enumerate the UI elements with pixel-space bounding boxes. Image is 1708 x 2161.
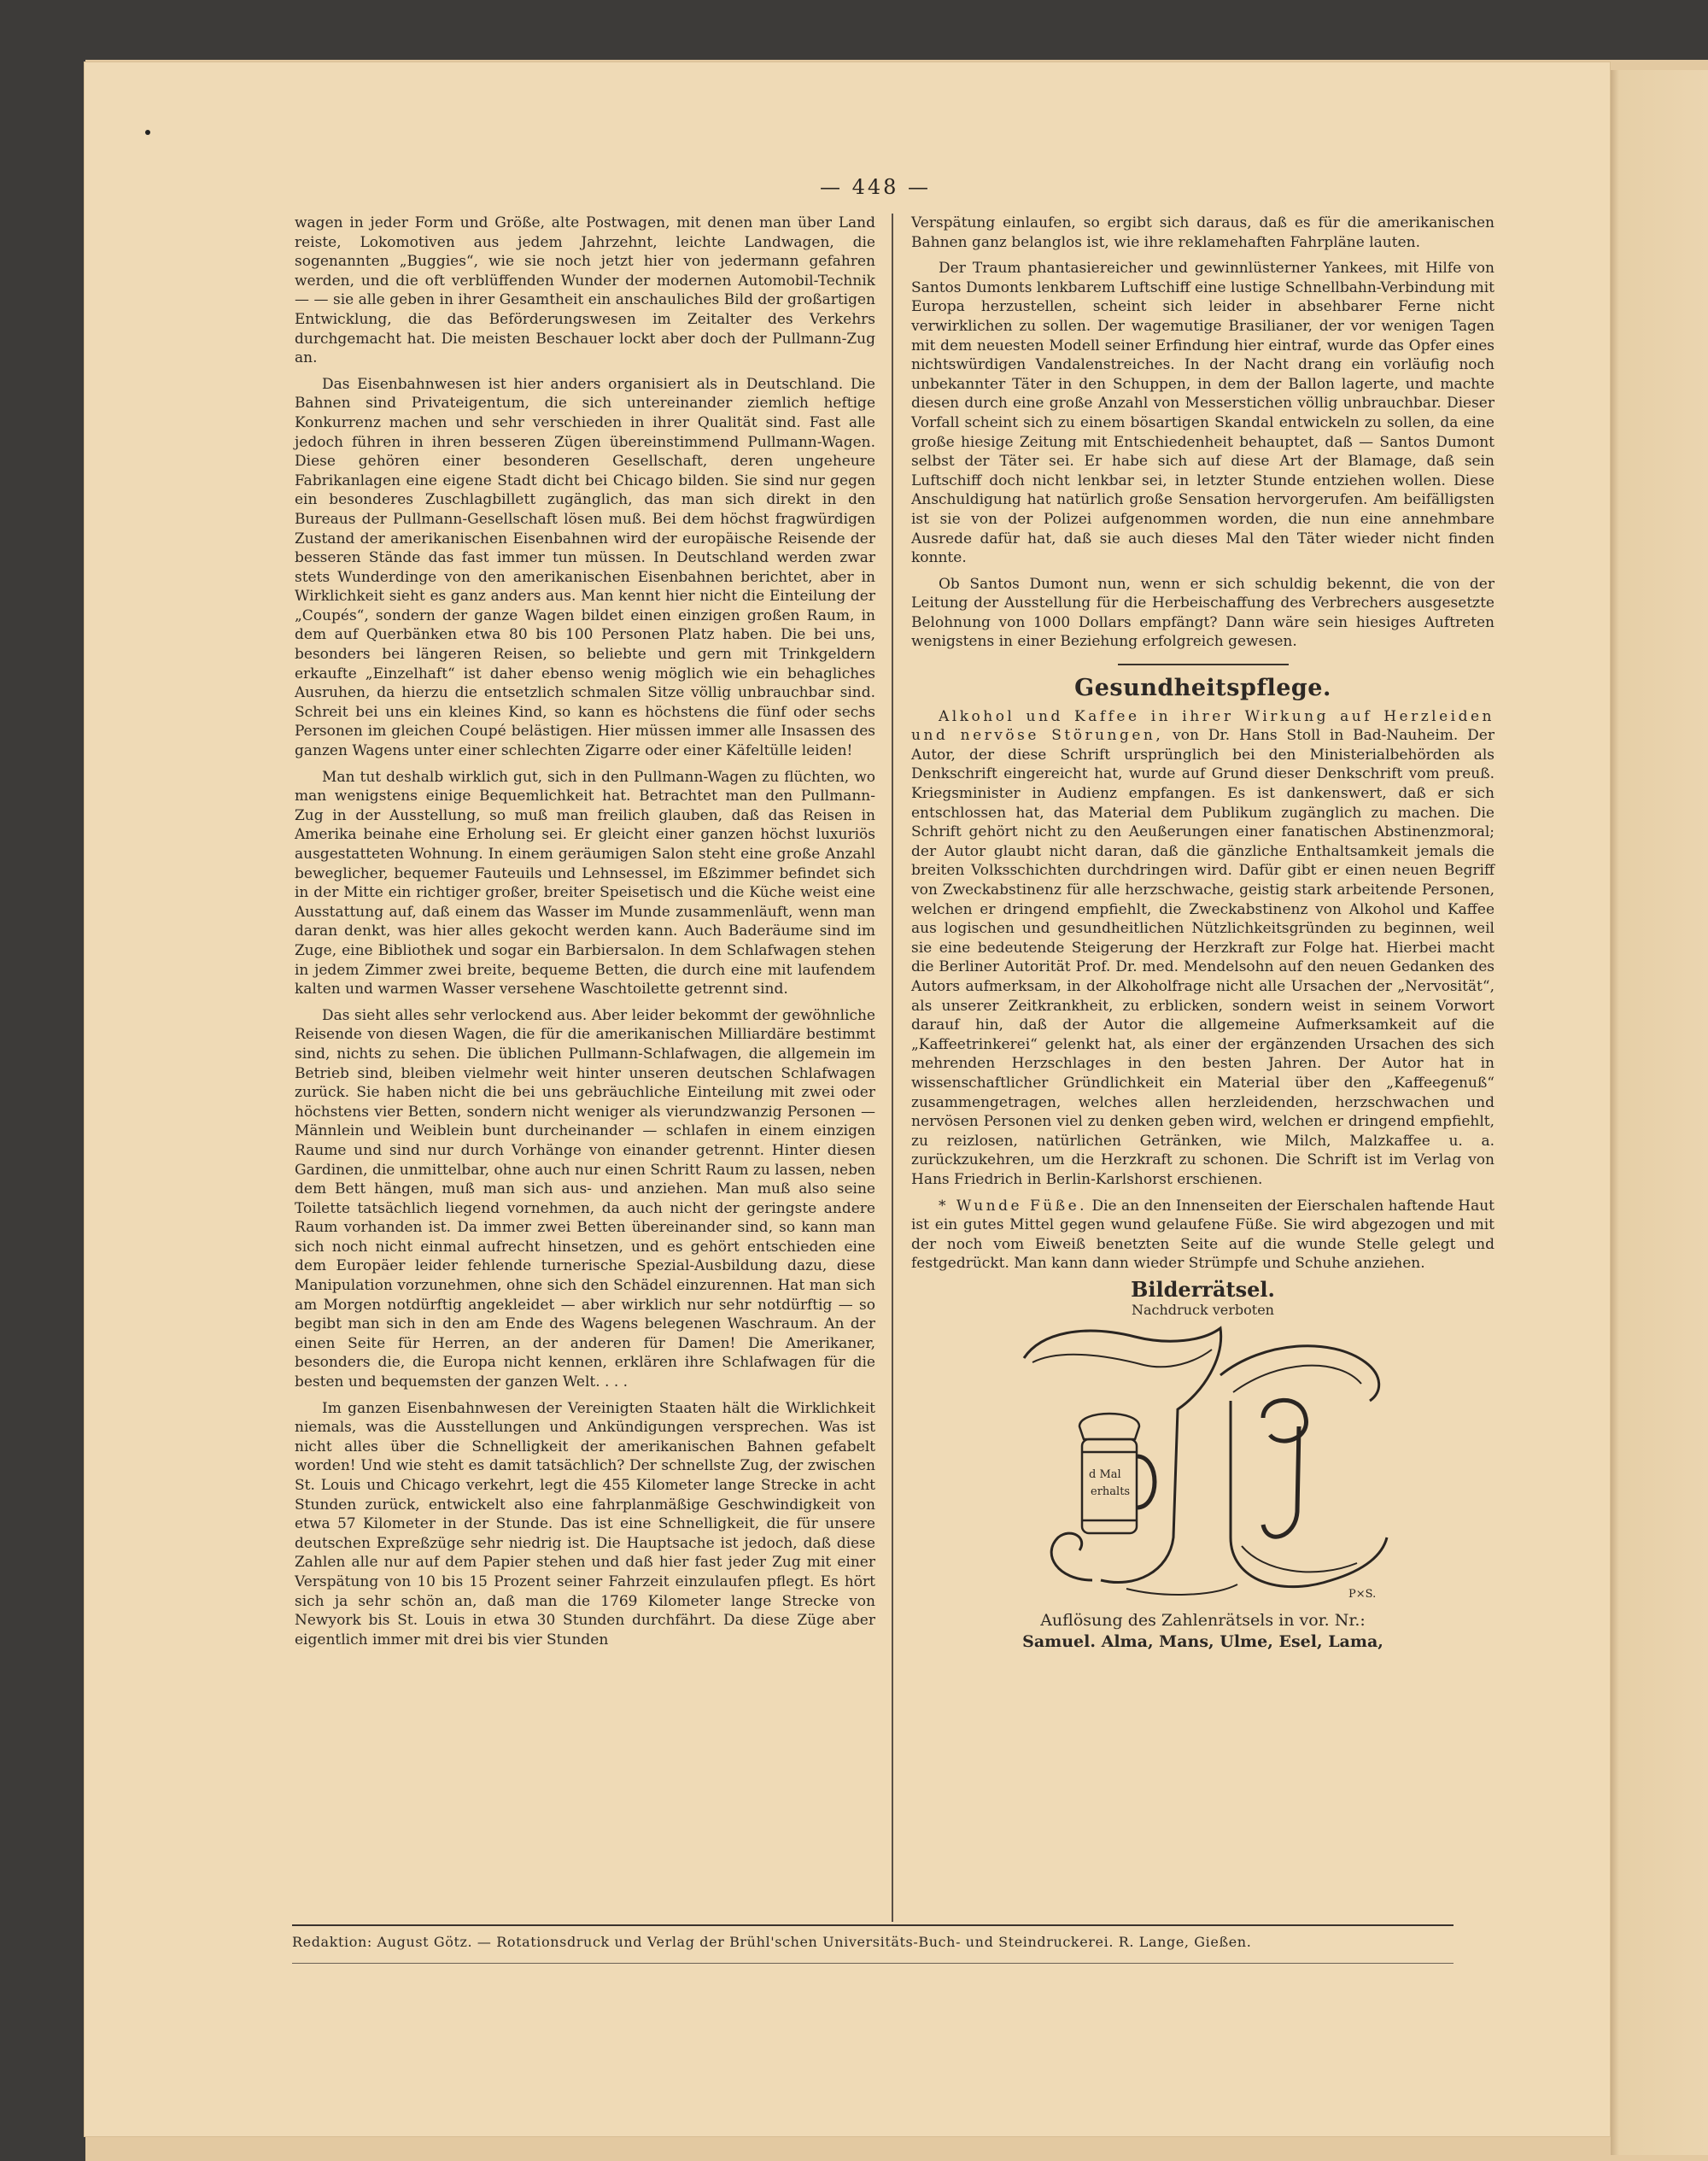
- feet-lead: * Wunde Füße.: [939, 1197, 1088, 1215]
- feet-paragraph: [911, 1197, 1494, 1274]
- feet-text: Die an den Innenseiten der Eierschalen haftende Haut ist ein gutes Mittel gegen wund gelaufene Füße. Sie wird abgezogen und mit der noch vom Eiweiß benetzten Seite auf die wunde Stelle gelegt und festgedrückt. Man kann dann wieder Strümpfe und Schuhe anziehen.: [911, 1197, 1495, 1273]
- right-column: [911, 214, 1494, 1651]
- paragraph: wagen in jeder Form und Größe, alte Postwagen, mit denen man über Land reiste, Lokomotiven aus jedem Jahrzehnt, leichte Landwagen, die sogenannten „Buggies“, wie sie noch jetzt hier von jedermann gefahren werden, und die oft verblüffenden Wunder der modernen Automobil-Technik — — sie alle geben in ihrer Gesamtheit ein anschauliches Bild der großartigen Entwicklung, die das Beförderungswesen im Zeitalter des Verkehrs durchgemacht hat. Die meisten Beschauer lockt aber doch der Pullmann-Zug an.: [295, 214, 875, 367]
- paragraph: Im ganzen Eisenbahnwesen der Vereinigten Staaten hält die Wirklichkeit niemals, was die Ausstellungen und Ankündigungen versprechen. Was ist nicht alles über die Schnelligkeit der amerikanischen Bahnen gefabelt worden! Und wie steht es damit tatsächlich? Der schnellste Zug, der zwischen St. Louis und Chicago verkehrt, legt die 455 Kilometer lange Strecke in acht Stunden zurück, entwickelt also eine fahrplanmäßige Geschwindigkeit von etwa 57 Kilometer in der Stunde. Das ist eine Schnelligkeit, die für unsere deutschen Expreßzüge sehr niedrig ist. Die Hauptsache ist jedoch, daß diese Zahlen alle nur auf dem Papier stehen und daß hier fast jeder Zug mit einer Verspätung von 10 bis 15 Prozent seiner Fahrzeit einzulaufen pflegt. Es hört sich ja sehr schön an, daß man die 1769 Kilometer lange Strecke von Newyork bis St. Louis in etwa 30 Stunden durchfährt. Da diese Züge aber eigentlich immer mit drei bis vier Stunden: [295, 1399, 875, 1649]
- ink-dot: [145, 130, 150, 135]
- column-divider: [892, 214, 893, 1922]
- puzzle-copyright-note: Nachdruck verboten: [1132, 1302, 1274, 1319]
- artist-signature: P×S.: [1348, 1588, 1376, 1602]
- solution-text: Samuel. Alma, Mans, Ulme, Esel, Lama,: [1022, 1631, 1383, 1651]
- footer-underline: [292, 1963, 1454, 1964]
- paragraph: Das Eisenbahnwesen ist hier anders organisiert als in Deutschland. Die Bahnen sind Privateigentum, die sich untereinander ziemlich heftige Konkurrenz machen und sehr verschieden in ihrer Qualität sind. Fast alle jedoch führen in ihren besseren Zügen übereinstimmend Pullmann-Wagen. Diese gehören einer besonderen Gesellschaft, deren ungeheure Fabrikanlagen eine eigene Stadt dicht bei Chicago bilden. Sie sind nur gegen ein besonderes Zuschlagbillett zugänglich, das man sich direkt in den Bureaus der Pullmann-Gesellschaft lösen muß. Bei dem höchst fragwürdigen Zustand der amerikanischen Eisenbahnen wird der europäische Reisende der besseren Stände das fast immer tun müssen. In Deutschland werden zwar stets Wunderdinge von den amerikanischen Eisenbahnen berichtet, aber in Wirklichkeit sieht es ganz anders aus. Man kennt hier nicht die Einteilung der „Coupés“, sondern der ganze Wagen bildet einen einzigen großen Raum, in dem auf Querbänken etwa 80 bis 100 Personen Platz haben. Die bei uns, besonders bei längeren Reisen, so beliebte und gern mit Trinkgeldern erkaufte „Einzelhaft“ ist daher ebenso wenig möglich wie ein behagliches Ausruhen, da hierzu die entsetzlich schmalen Sitze völlig unbrauchbar sind. Schreit bei uns ein kleines Kind, so kann es höchstens die fünf oder sechs Personen im gleichen Coupé belästigen. Hier müssen immer alle Insassen des ganzen Wagens unter einer schlechten Zigarre oder einer Käfeltülle leiden!: [295, 375, 875, 760]
- section-heading: Gesundheitspflege.: [1074, 675, 1331, 702]
- paragraph: Der Traum phantasiereicher und gewinnlüsterner Yankees, mit Hilfe von Santos Dumonts lenkbarem Luftschiff eine lustige Schnellbahn-Verbindung mit Europa herzustellen, scheint sich leider in absehbarer Ferne nicht verwirklichen zu sollen. Der wagemutige Brasilianer, der vor wenigen Tagen mit dem neuesten Modell seiner Erfindung hier eintraf, wurde das Opfer eines nichtswürdigen Vandalenstreiches. In der Nacht drang ein vorläufig noch unbekannter Täter in den Schuppen, in dem der Ballon lagerte, und machte diesen durch eine große Anzahl von Messerstichen völlig unbrauchbar. Dieser Vorfall scheint sich zu einem bösartigen Skandal entwickeln zu sollen, da eine große hiesige Zeitung mit Entschiedenheit behauptet, daß — Santos Dumont selbst der Täter sei. Er habe sich auf diese Art der Blamage, daß sein Luftschiff doch nicht lenkbar sei, in letzter Stunde entziehen wollen. Diese Anschuldigung hat natürlich große Sensation hervorgerufen. Am beifälligsten ist sie von der Polizei aufgenommen worden, die nun eine annehmbare Ausrede dafür hat, daß sie auch dieses Mal den Täter wieder nicht finden konnte.: [911, 260, 1494, 567]
- mug-text-line2: erhalts: [1090, 1485, 1130, 1499]
- health-lead: Alkohol und Kaffee in ihrer Wirkung auf Herzleiden und nervöse Störungen,: [911, 707, 1494, 745]
- picture-puzzle-illustration: [1007, 1324, 1400, 1606]
- health-paragraph: [911, 707, 1494, 1190]
- paragraph: Man tut deshalb wirklich gut, sich in den Pullmann-Wagen zu flüchten, wo man wenigstens einige Bequemlichkeit hat. Betrachtet man den Pullmann-Zug in der Ausstellung, so muß man freilich glauben, daß das Reisen in Amerika beinahe eine Erholung sei. Er gleicht einer ganzen höchst luxuriös ausgestatteten Wohnung. In einem geräumigen Salon steht eine große Anzahl beweglicher, bequemer Fauteuils und Lehnsessel, im Eßzimmer befindet sich in der Mitte ein richtiger großer, breiter Speisetisch und die Küche weist eine Ausstattung auf, daß einem das Wasser im Munde zusammenläuft, wenn man daran denkt, was hier alles gekocht werden kann. Auch Baderäume sind im Zuge, eine Bibliothek und sogar ein Barbiersalon. In dem Schlafwagen stehen in jedem Zimmer zwei breite, bequeme Betten, die durch eine mit laufendem kalten und warmen Wasser versehene Waschtoilette getrennt sind.: [295, 768, 875, 999]
- section-separator: [1118, 664, 1289, 665]
- footer-rule: [292, 1924, 1454, 1926]
- page-number: — 448 —: [819, 175, 932, 199]
- paragraph: Verspätung einlaufen, so ergibt sich daraus, daß es für die amerikanischen Bahnen ganz belanglos ist, wie ihre reklamehaften Fahrpläne lauten.: [911, 214, 1494, 251]
- next-page-edge: [1611, 70, 1708, 2155]
- paragraph: Ob Santos Dumont nun, wenn er sich schuldig bekennt, die von der Leitung der Ausstellung für die Herbeischaffung des Verbrechers ausgesetzte Belohnung von 1000 Dollars empfängt? Dann wäre sein hiesiges Auftreten wenigstens in einer Beziehung erfolgreich gewesen.: [911, 575, 1494, 651]
- imprint-line: Redaktion: August Götz. — Rotationsdruck und Verlag der Brühl'schen Universitäts-Buch- und Steindruckerei. R. Lange, Gießen.: [292, 1934, 1252, 1950]
- puzzle-heading: Bilderrätsel.: [1131, 1276, 1275, 1302]
- paragraph: Das sieht alles sehr verlockend aus. Aber leider bekommt der gewöhnliche Reisende von diesen Wagen, die für die amerikanischen Milliardäre bestimmt sind, nichts zu sehen. Die üblichen Pullmann-Schlafwagen, die allgemein im Betrieb sind, bleiben vielmehr weit hinter unseren deutschen Schlafwagen zurück. Sie haben nicht die bei uns gebräuchliche Einteilung mit zwei oder höchstens vier Betten, sondern nicht weniger als vierundzwanzig Personen — Männlein und Weiblein bunt durcheinander — schlafen in einem einzigen Raume und sind nur durch Vorhänge von einander getrennt. Hinter diesen Gardinen, die unmittelbar, ohne auch nur einen Schritt Raum zu lassen, neben dem Bett hängen, muß man sich aus- und anziehen. Man muß also seine Toilette tatsächlich liegend vornehmen, da auch nicht der geringste andere Raum vorhanden ist. Da immer zwei Betten übereinander sind, so kann man sich noch nicht einmal aufrecht hinsetzen, und es gehört entschieden eine dem Europäer leider fehlende turnerische Spezial-Ausbildung dazu, diese Manipulation vorzunehmen, ohne sich den Schädel einzurennen. Hat man sich am Morgen notdürftig angekleidet — aber wirklich nur sehr notdürftig — so begibt man sich in den am Ende des Wagens belegenen Waschraum. An der einen Seite für Herren, an der anderen für Damen! Die Amerikaner, besonders die, die Europa nicht kennen, erklären ihre Schlafwagen für die besten und bequemsten der ganzen Welt. . . .: [295, 1006, 875, 1391]
- health-text: von Dr. Hans Stoll in Bad-Nauheim. Der Autor, der diese Schrift ursprünglich bei den Ministerialbehörden als Denkschrift eingereicht hat, wurde auf Grund dieser Denkschrift vom preuß. Kriegsminister in Audienz empfangen. Es ist dankenswert, daß er sich entschlossen hat, das Material dem Publikum zugänglich zu machen. Die Schrift gehört nicht zu den Aeußerungen einer fanatischen Abstinenzmoral; der Autor glaubt nicht daran, daß die gänzliche Enthaltsamkeit jemals die breiten Volksschichten durchdringen wird. Dafür gibt er einen neuen Begriff von Zweckabstinenz für alle herzschwache, geistig stark arbeitende Personen, welchen er dringend empfiehlt, die Zweckabstinenz von Alkohol und Kaffee aus logischen und gesundheitlichen Nützlichkeitsgründen zu beginnen, weil sie eine bedeutende Steigerung der Herzkraft zur Folge hat. Hierbei macht die Berliner Autorität Prof. Dr. med. Mendelsohn auf den neuen Gedanken des Autors aufmerksam, in der Alkoholfrage nicht alle Ursachen der „Nervosität“, als unserer Zeitkrankheit, zu erblicken, sondern weist in seinem Vorwort darauf hin, daß der Autor die allgemeine Aufmerksamkeit auf die „Kaffeetrinkerei“ gelenkt hat, als einer der ergänzenden Ursachen des sich mehrenden Herzschlages in den besten Jahren. Der Autor hat in wissenschaftlicher Gründlichkeit ein Material über den „Kaffeegenuß“ zusammengetragen, welches allen herzleidenden, herzschwachen und nervösen Personen viel zu denken geben wird, welchen er dringend empfiehlt, zu reizlosen, natürlichen Getränken, wie Milch, Malzkaffee u. a. zurückzukehren, um die Herzkraft zu schonen. Die Schrift ist im Verlag von Hans Friedrich in Berlin-Karlshorst erschienen.: [911, 727, 1494, 1188]
- mug-text-line1: d Mal: [1088, 1468, 1121, 1482]
- solution-title: Auflösung des Zahlenrätsels in vor. Nr.:: [1040, 1611, 1366, 1631]
- left-column: [295, 214, 875, 1656]
